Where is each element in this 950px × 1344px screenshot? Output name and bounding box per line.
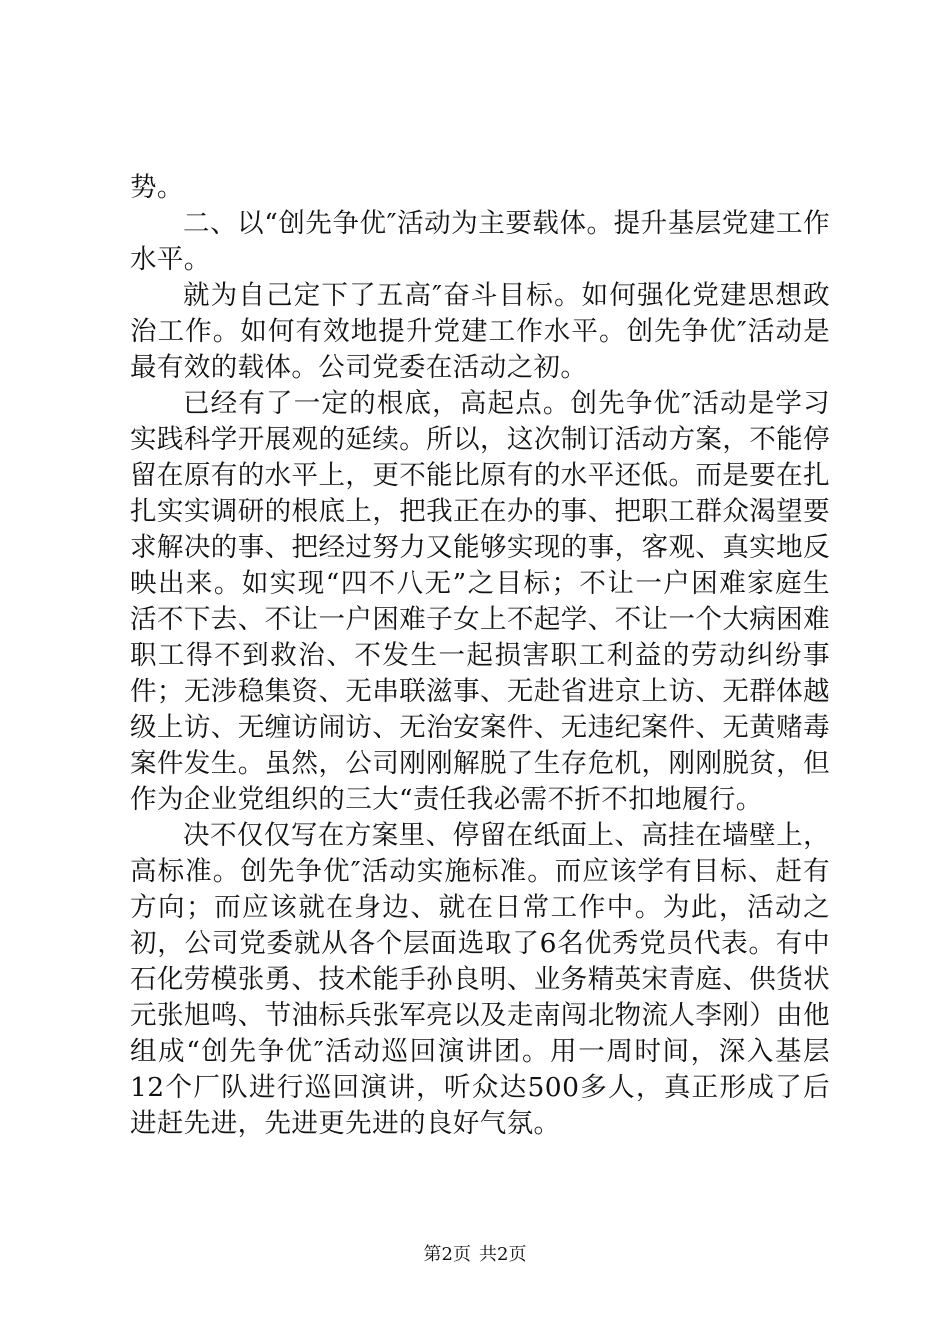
paragraph: 已经有了一定的根底，高起点。创先争优″活动是学习实践科学开展观的延续。所以，这次制订活动方案，不能停留在原有的水平上，更不能比原有的水平还低。而是要在扎扎实实调研的根底上，把我正在办的事、把职工群众渴望要求解决的事、把经过努力又能够实现的事，客观、真实地反映出来。如实现“四不八无”之目标；不让一户困难家庭生活不下去、不让一户困难子女上不起学、不让一个大病困难职工得不到救治、不发生一起损害职工利益的劳动纠纷事件；无涉稳集资、无串联滋事、无赴省进京上访、无群体越级上访、无缠访闹访、无治安案件、无违纪案件、无黄赌毒案件发生。虽然，公司刚刚解脱了生存危机，刚刚脱贫，但作为企业党组织的三大“责任我必需不折不扣地履行。	[130, 388, 830, 815]
paragraph: 决不仅仅写在方案里、停留在纸面上、高挂在墙壁上，高标准。创先争优″活动实施标准。而应该学有目标、赶有方向；而应该就在身边、就在日常工作中。为此，活动之初，公司党委就从各个层面选取了6名优秀党员代表。有中石化劳模张勇、技术能手孙良明、业务精英宋青庭、供货状元张旭鸣、节油标兵张军亮以及走南闯北物流人李刚）由他组成“创先争优″活动巡回演讲团。用一周时间，深入基层12个厂队进行巡回演讲，听众达500多人，真正形成了后进赶先进，先进更先进的良好气氛。	[130, 820, 830, 1139]
paragraph-continuation: 势。	[130, 172, 184, 203]
page-footer	[0, 1244, 950, 1266]
page-number: 第2页	[423, 1244, 471, 1265]
paragraph: 就为自己定下了五高″奋斗目标。如何强化党建思想政治工作。如何有效地提升党建工作水平。创先争优″活动是最有效的载体。公司党委在活动之初。	[130, 280, 830, 383]
paragraph-heading: 二、以“创先争优″活动为主要载体。提升基层党建工作水平。	[130, 208, 830, 275]
page-total: 共2页	[479, 1244, 527, 1265]
document-body	[130, 170, 830, 1142]
